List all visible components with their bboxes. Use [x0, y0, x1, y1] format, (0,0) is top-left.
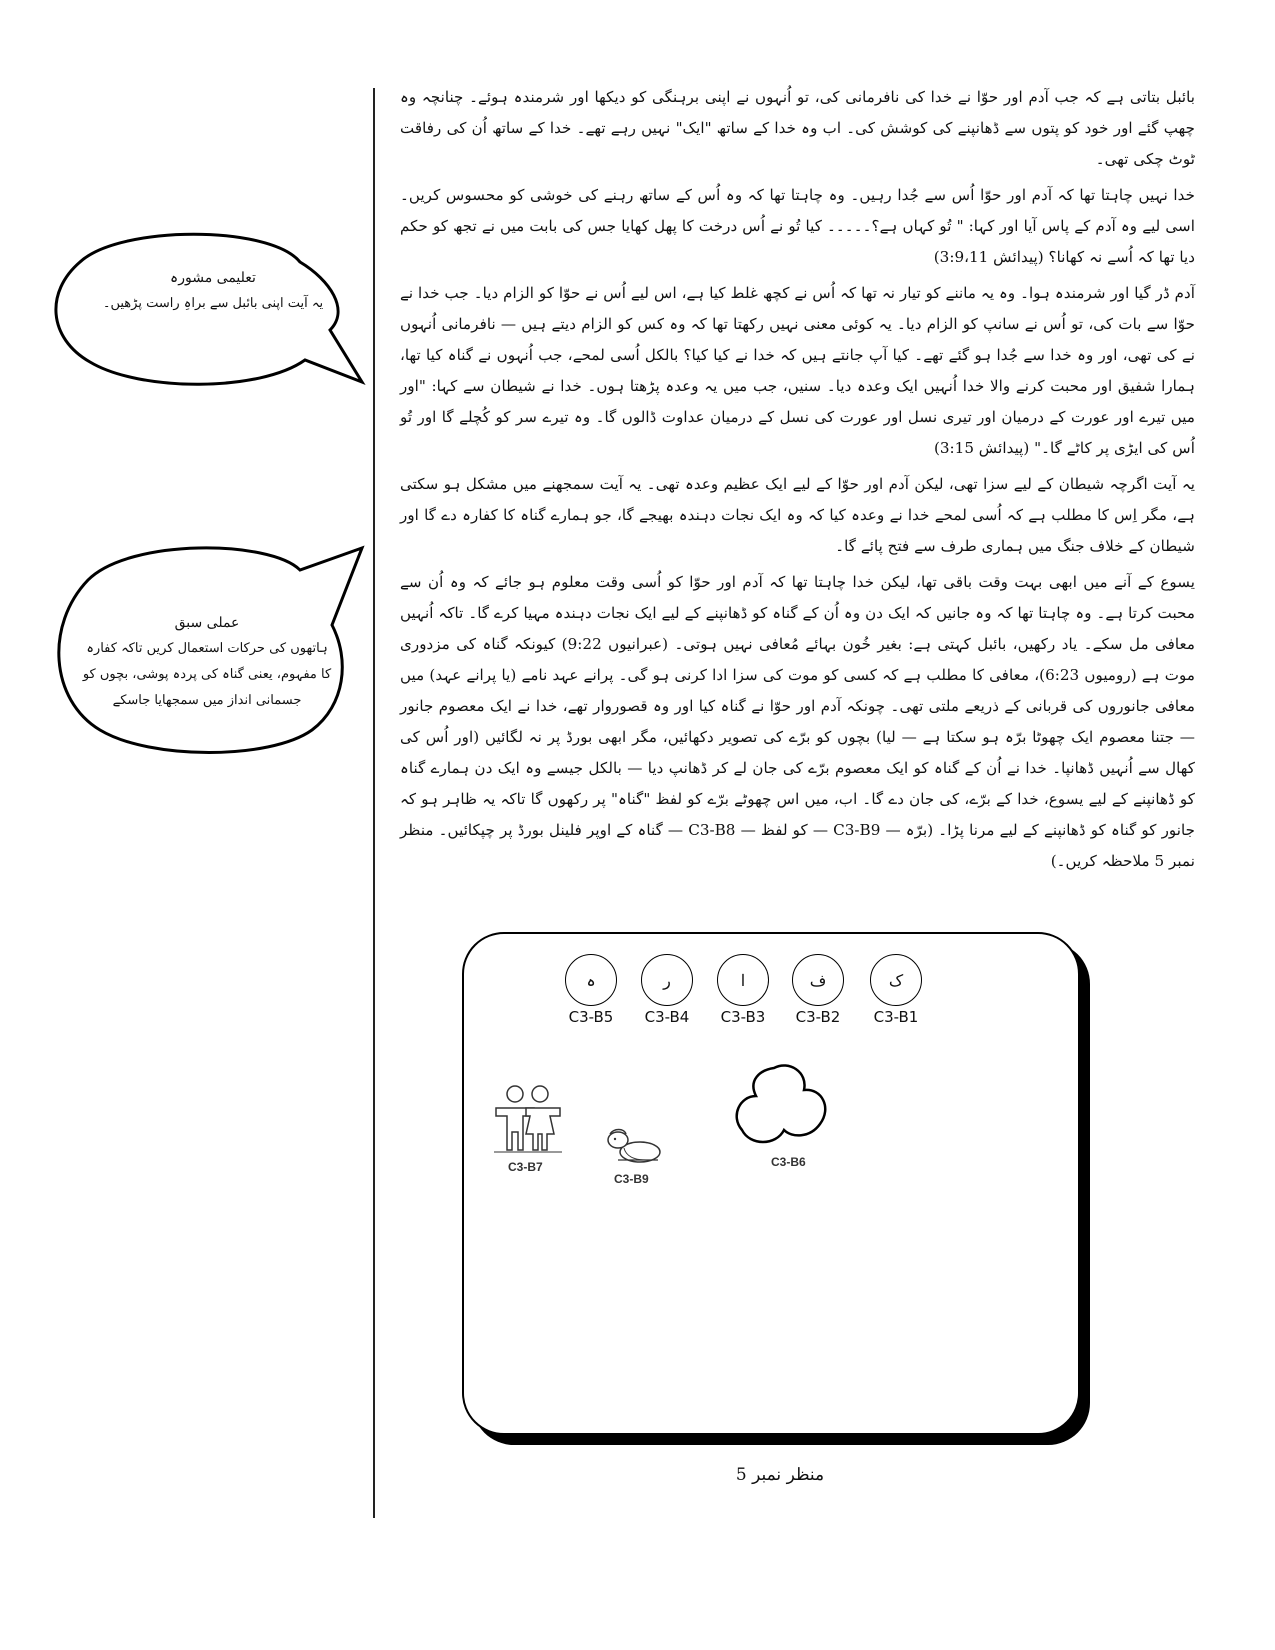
letter-circle: ا — [717, 954, 769, 1006]
letter-code: C3-B5 — [568, 1008, 614, 1026]
paragraph-5: یسوع کے آنے میں ابھی بہت وقت باقی تھا، لیکن خدا چاہتا تھا کہ آدم اور حوّا کو اُسی وقت معلوم ہو جائے کہ وہ اُن سے محبت کرتا ہے۔ وہ چاہتا تھا کہ وہ جانیں کہ ایک دن وہ اُن کے گناہ کو ڈھانپنے کے لیے ایک نجات دہندہ مہیا کرے گا۔ تاکہ اُنہیں معافی مل سکے۔ یاد رکھیں، بائبل کہتی ہے: بغیر خُون بہائے مُعافی نہیں ہوتی۔ (عبرانیوں 9:22) کیونکہ گناہ کی مزدوری موت ہے (رومیوں 6:23)، معافی کا مطلب ہے کہ کسی کو موت کی سزا ادا کرنی ہو گی۔ پرانے عہد نامے (یا پرانے عہد) میں معافی جانوروں کی قربانی کے ذریعے ملتی تھی۔ چونکہ آدم اور حوّا نے گناہ کیا اور وہ قصوروار تھے، خدا نے ایک معصوم جانور — جتنا معصوم ایک چھوٹا برّہ ہو سکتا ہے — لیا) بچوں کو برّے کی تصویر دکھائیں، مگر ابھی بورڈ پر نہ لگائیں (اور اُس کی کھال سے اُنہیں ڈھانپا۔ خدا نے اُن کے گناہ کو ایک معصوم برّے کی جان لے کر ڈھانپ دیا — بالکل جیسے وہ ایک دن ہمارے گناہ کو ڈھانپنے کے لیے یسوع، خدا کے برّے، کی جان دے گا۔ اب، میں اس چھوٹے برّے کو لفظ "گناہ" پر رکھوں گا تاکہ یہ ظاہر ہو کہ جانور کو گناہ کو ڈھانپنے کے لیے مرنا پڑا۔ (برّہ — C3-B9 — کو لفظ — C3-B8 — گناہ کے اوپر فلینل بورڈ پر چپکائیں۔ منظر نمبر 5 ملاحظہ کریں۔) — [400, 573, 1195, 870]
letter-circle: ہ — [565, 954, 617, 1006]
teaching-tip-bubble — [88, 265, 338, 317]
lamb-figure — [604, 1126, 666, 1168]
teaching-tip-text: یہ آیت اپنی بائبل سے براہِ راست پڑھیں۔ — [102, 296, 324, 311]
paragraph-4: یہ آیت اگرچہ شیطان کے لیے سزا تھی، لیکن آدم اور حوّا کے لیے ایک عظیم وعدہ تھی۔ یہ آیت سمجھنے میں مشکل ہو سکتی ہے، مگر اِس کا مطلب ہے کہ اُسی لمحے خدا نے وعدہ کیا کہ وہ ایک نجات دہندہ بھیجے گا، جو ہمارے گناہ کا کفارہ دے گا اور شیطان کے خلاف جنگ میں ہماری طرف سے فتح پائے گا۔ — [400, 475, 1195, 555]
letter-code: C3-B3 — [720, 1008, 766, 1026]
letter-card-c3-b1 — [867, 954, 925, 1026]
letter-card-c3-b2 — [789, 954, 847, 1026]
practical-lesson-text: ہاتھوں کی حرکات استعمال کریں تاکہ کفارہ کا مفہوم، یعنی گناہ کی پردہ پوشی، بچوں کو جسمانی انداز میں سمجھایا جاسکے — [82, 641, 332, 708]
practical-lesson-bubble — [82, 610, 332, 714]
paragraph-3: آدم ڈر گیا اور شرمندہ ہوا۔ وہ یہ ماننے کو تیار نہ تھا کہ اُس نے کچھ غلط کیا ہے، اس لیے اُس نے حوّا کو الزام دیا۔ جب خدا نے حوّا سے بات کی، تو اُس نے سانپ کو الزام دیا۔ یہ کوئی معنی نہیں رکھتا تھا کہ وہ کس کو الزام دیتے ہیں — نافرمانی اُنہوں نے کی تھی، اور وہ خدا سے جُدا ہو گئے تھے۔ کیا آپ جانتے ہیں کہ خدا نے کیا کیا؟ بالکل اُسی لمحے، جب اُنہوں نے گناہ کیا تھا، ہمارا شفیق اور محبت کرنے والا خدا اُنہیں ایک وعدہ دیا۔ سنیں، جب میں یہ وعدہ پڑھتا ہوں۔ خدا نے شیطان سے کہا: "اور میں تیرے اور عورت کے درمیان اور تیری نسل اور عورت کی نسل کے درمیان عداوت ڈالوں گا۔ وہ تیرے سر کو کُچلے گا اور تُو اُس کی ایڑی پر کاٹے گا۔" (پیدائش 3:15) — [400, 284, 1195, 457]
letter-code: C3-B4 — [644, 1008, 690, 1026]
letter-code: C3-B2 — [795, 1008, 841, 1026]
paragraph-2: خدا نہیں چاہتا تھا کہ آدم اور حوّا اُس سے جُدا رہیں۔ وہ چاہتا تھا کہ وہ اُس کے ساتھ رہنے کی خوشی کو محسوس کریں۔ اسی لیے وہ آدم کے پاس آیا اور کہا: " تُو کہاں ہے؟۔۔۔۔۔ کیا تُو نے اُس درخت کا پھل کھایا جس کی بابت میں نے تجھ کو حکم دیا تھا کہ اُسے نہ کھانا؟ (پیدائش 3:9،11) — [400, 186, 1195, 266]
cloud-figure — [734, 1062, 829, 1152]
letter-card-c3-b4 — [638, 954, 696, 1026]
letter-circle: ر — [641, 954, 693, 1006]
letter-code: C3-B1 — [873, 1008, 919, 1026]
letter-circle: ف — [792, 954, 844, 1006]
people-figure-code: C3-B7 — [508, 1160, 543, 1174]
practical-lesson-title: عملی سبق — [174, 615, 240, 631]
letter-card-c3-b5 — [562, 954, 620, 1026]
paragraph-1: بائبل بتاتی ہے کہ جب آدم اور حوّا نے خدا کی نافرمانی کی، تو اُنہوں نے اپنی برہنگی کو دیکھا اور شرمندہ ہوئے۔ چنانچہ وہ چھپ گئے اور خود کو پتوں سے ڈھانپنے کی کوشش کی۔ اب وہ خدا کے ساتھ "ایک" نہیں رہے تھے۔ خدا کے ساتھ اُن کی رفاقت ٹوٹ چکی تھی۔ — [400, 88, 1195, 168]
teaching-tip-title: تعلیمی مشورہ — [170, 270, 256, 286]
adam-eve-figure — [490, 1082, 568, 1157]
cloud-figure-code: C3-B6 — [771, 1155, 806, 1169]
story-text — [400, 82, 1195, 882]
scene-caption: منظر نمبر 5 — [735, 1465, 825, 1485]
letter-circle: ک — [870, 954, 922, 1006]
lamb-figure-code: C3-B9 — [614, 1172, 649, 1186]
board-face — [462, 932, 1080, 1435]
letter-card-c3-b3 — [714, 954, 772, 1026]
flannel-board-scene — [462, 932, 1092, 1447]
